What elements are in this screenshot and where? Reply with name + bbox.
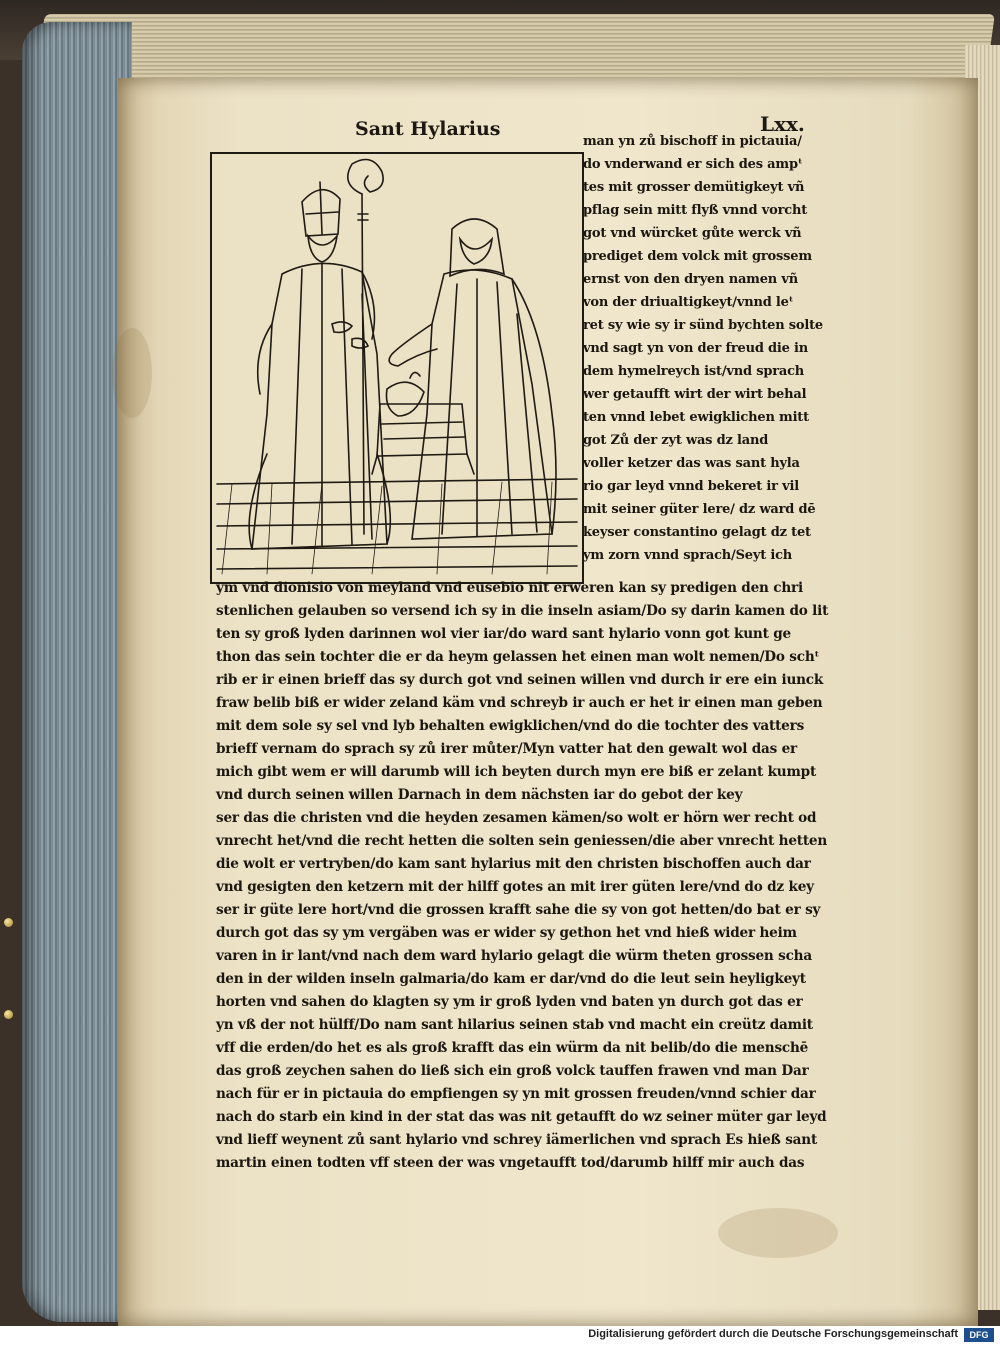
paper-stain: [112, 328, 152, 418]
text-line: yn vß der not hülff/Do nam sant hilarius seinen stab vnd macht ein creütz damit: [216, 1017, 813, 1033]
text-line: rio gar leyd vnnd bekeret ir vil: [583, 479, 799, 494]
text-line: thon das sein tochter die er da heym gelassen het einen man wolt nemen/Do schᵗ: [216, 649, 820, 665]
text-line: dem hymelreych ist/vnd sprach: [583, 364, 805, 379]
running-head: Sant Hylarius: [355, 118, 501, 140]
text-line: das groß zeychen sahen do ließ sich ein groß volck tauffen frawen vnd man Dar: [216, 1063, 809, 1079]
text-line: pflag sein mitt flyß vnnd vorcht: [583, 203, 808, 218]
woodcut-illustration: [210, 152, 584, 584]
text-line: vnd sagt yn von der freud die in: [583, 341, 809, 356]
text-line: vnrecht het/vnd die recht hetten die solten sein geniessen/die aber vnrecht hetten: [216, 833, 828, 849]
page-edges-top: [35, 14, 995, 84]
text-line: ser ir güte lere hort/vnd die grossen krafft sahe die sy von got hetten/do bat er sy: [216, 902, 821, 918]
text-line: prediget dem volck mit grossem: [583, 249, 812, 264]
text-line: do vnderwand er sich des ampᵗ: [583, 157, 803, 172]
dfg-logo-icon: DFG: [964, 1328, 994, 1342]
text-line: horten vnd sahen do klagten sy ym ir groß lyden vnd baten yn durch got das er: [216, 994, 803, 1010]
paper-stain: [718, 1208, 838, 1258]
text-line: ym vnd dionisio von meyland vnd eusebio nit erweren kan sy predigen den chri: [216, 580, 803, 596]
text-line: got vnd würcket gůte werck vñ: [583, 226, 802, 241]
text-line: got Zů der zyt was dz land: [583, 433, 769, 448]
woodcut-illustration-bishop-woman-child-icon: [212, 154, 582, 582]
text-line: die wolt er vertryben/do kam sant hylarius mit den christen bischoffen auch dar: [216, 856, 811, 872]
text-line: martin einen todten vff steen der was vngetaufft tod/darumb hilff mir auch das: [216, 1155, 805, 1171]
text-line: nach do starb ein kind in der stat das was nit getaufft do wz seiner müter gar leyd: [216, 1109, 827, 1125]
text-line: ten vnnd lebet ewigklichen mitt: [583, 410, 809, 425]
text-line: nach für er in pictauia do empfiengen sy yn mit grossen freuden/vnnd schier dar: [216, 1086, 816, 1102]
text-line: den in der wilden inseln galmaria/do kam er dar/vnd do die leut sein heyligkeyt: [216, 971, 806, 987]
folio-number: Lxx.: [760, 112, 805, 136]
text-line: fraw belib biß er wider zeland käm vnd schreyb ir auch er het ir einen man geben: [216, 695, 823, 711]
text-line: von der driualtigkeyt/vnnd leᵗ: [583, 295, 794, 310]
pin-icon: [4, 1010, 13, 1019]
text-line: vnd gesigten den ketzern mit der hilff gotes an mit irer güten lere/vnd do dz key: [216, 879, 814, 895]
text-line: man yn zů bischoff in pictauia/: [583, 134, 802, 149]
text-line: ym zorn vnnd sprach/Seyt ich: [583, 548, 793, 563]
text-line: ret sy wie sy ir sünd bychten solte: [583, 318, 823, 333]
footer-credit: Digitalisierung gefördert durch die Deutsche Forschungsgemeinschaft: [588, 1328, 958, 1340]
text-line: tes mit grosser demütigkeyt vñ: [583, 180, 805, 195]
text-line: varen in ir lant/vnd nach dem ward hylario gelagt die würm theten grossen scha: [216, 948, 812, 964]
text-line: mit dem sole sy sel vnd lyb behalten ewigklichen/vnd do die tochter des vatters: [216, 718, 805, 734]
text-line: vnd durch seinen willen Darnach in dem nächsten iar do gebot der key: [216, 787, 743, 803]
page-edges-left: [22, 22, 132, 1322]
text-line: mich gibt wem er will darumb will ich beyten durch myn ere biß er zelant kumpt: [216, 764, 817, 780]
text-line: vff die erden/do het es als groß krafft das ein würm da nit belib/do die menschē: [216, 1040, 809, 1056]
text-line: brieff vernam do sprach sy zů irer můter/Myn vatter hat den gewalt wol das er: [216, 741, 798, 757]
text-line: ser das die christen vnd die heyden zesamen kämen/so wolt er hörn wer recht od: [216, 810, 817, 826]
text-line: vnd lieff weynent zů sant hylario vnd schrey iämerlichen vnd sprach Es hieß sant: [216, 1132, 818, 1148]
text-line: wer getaufft wirt der wirt behal: [583, 387, 807, 402]
text-line: durch got das sy ym vergäben was er wider sy gethon het vnd hieß wider heim: [216, 925, 797, 941]
text-line: mit seiner güter lere/ dz ward dē: [583, 502, 816, 517]
footer-bar: [0, 1326, 1000, 1345]
text-line: ten sy groß lyden darinnen wol vier iar/do ward sant hylario vonn got kunt ge: [216, 626, 791, 642]
text-line: stenlichen gelauben so versend ich sy in die inseln asiam/Do sy darin kamen do lit: [216, 603, 829, 619]
text-line: voller ketzer das was sant hyla: [583, 456, 800, 471]
text-line: rib er ir einen brieff das sy durch got vnd seinen willen vnd durch ir ere ein iunck: [216, 672, 824, 688]
text-line: keyser constantino gelagt dz tet: [583, 525, 811, 540]
text-line: ernst von den dryen namen vñ: [583, 272, 798, 287]
pin-icon: [4, 918, 13, 927]
